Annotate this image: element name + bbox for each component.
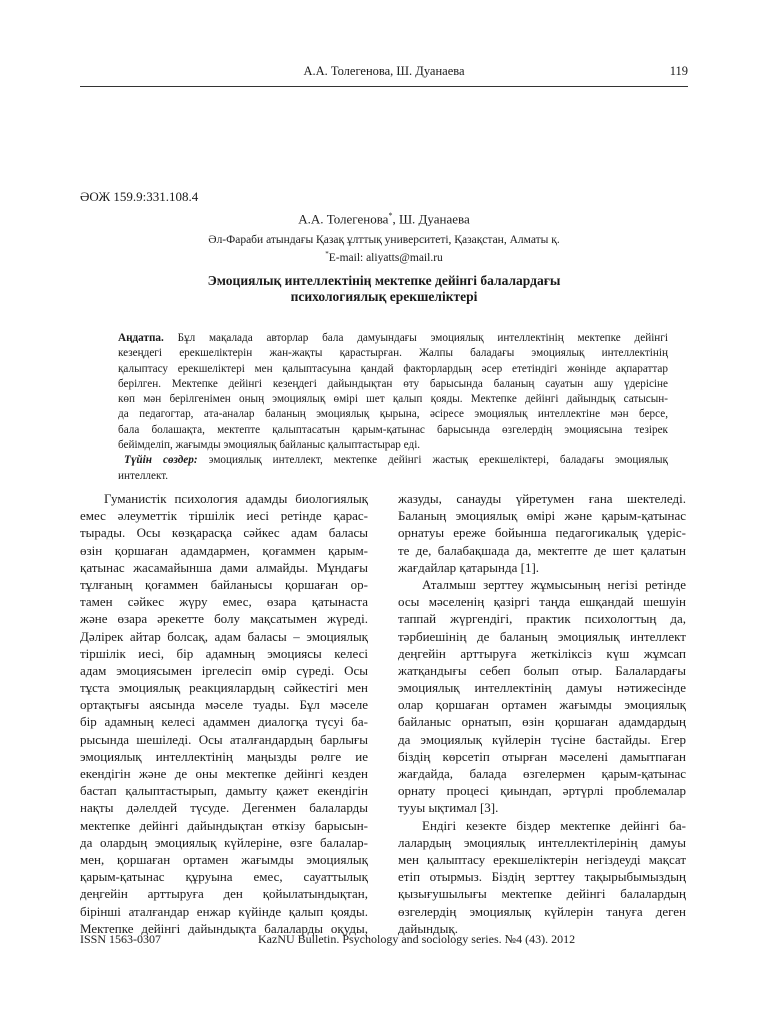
footer-journal: KazNU Bulletin. Psychology and sociology series. №4 (43). 2012 bbox=[258, 932, 576, 946]
body-column-left bbox=[80, 490, 368, 937]
email bbox=[80, 250, 688, 264]
author-name-1: А.А. Толегенова bbox=[298, 211, 389, 227]
body-line: орнатуы ереже бойынша педагогикалық үдеріс- bbox=[398, 525, 686, 541]
footer-issn: ISSN 1563-0307 bbox=[80, 932, 162, 946]
body-line: өзін қоршаған адамдармен, қоғаммен қарым- bbox=[80, 542, 368, 558]
body-line: Аталмыш зерттеу жұмысының негізі ретінде bbox=[422, 576, 686, 592]
body-line: деңгейін арттыруға жеткіліксіз күш жұмсап bbox=[398, 645, 686, 661]
abstract-line-text: бейімделіп, жағымды эмоциялық байланыс қалыптастырар еді. bbox=[118, 439, 421, 452]
abstract-line-text: берілген. Мектепке дейінгі кезеңдегі дайындықтан өту барысында баланың сауатын ашу үдерісіне bbox=[118, 377, 668, 390]
abstract-line bbox=[118, 423, 668, 438]
body-line: рысында шешіледі. Осы аталғандардың барлығы bbox=[80, 731, 368, 747]
authors bbox=[80, 211, 688, 227]
body-line: осы мәселенің қазіргі таңда ешқандай шешуін bbox=[398, 594, 686, 610]
paper-title-line-1: Эмоциялық интеллектінің мектепке дейінгі балалардағы bbox=[207, 273, 561, 288]
abstract-line bbox=[118, 438, 668, 453]
body-line: олар қоршаған ортамен жағымды эмоциялық bbox=[398, 697, 686, 713]
abstract-line bbox=[118, 407, 668, 422]
body-line: эмоциялық интеллектінің дамуы нәтижесінде bbox=[398, 680, 686, 696]
body-line: қарым-қатынас құруына емес, сауаттылық bbox=[80, 869, 368, 885]
abstract-line bbox=[118, 346, 668, 361]
body-line: дайындық. bbox=[398, 920, 458, 936]
body-line: жағдайлар қатарында [1]. bbox=[398, 559, 540, 575]
keywords-line bbox=[118, 469, 668, 484]
body-line: емес әлеуметтік тіршілік иесі ретінде қарас- bbox=[80, 508, 368, 524]
keywords-label: Түйін сөздер: bbox=[124, 454, 198, 467]
body-line: деңгейін арттыруға ден қойылатындықтан, bbox=[80, 886, 368, 902]
body-line: өзгелердің эмоциялық күйлерін тануға деген bbox=[398, 903, 686, 919]
body-line: лалардың эмоциялық интеллектілерінің дамуы bbox=[398, 834, 686, 850]
body-line: тәрбиешінің де баланың эмоциялық интеллект bbox=[398, 628, 686, 644]
body-line: жағдайда, балада өзгелермен қарым-қатынас bbox=[398, 766, 686, 781]
body-line: тұста эмоциялық реакциялардың сәйкестігі мен bbox=[80, 680, 368, 696]
author-name-2: , Ш. Дуанаева bbox=[392, 211, 470, 227]
affiliation: Әл-Фараби атындағы Қазақ ұлттық университеті, Қазақстан, Алматы қ. bbox=[208, 234, 560, 246]
abstract-line bbox=[118, 362, 668, 377]
body-line: Дәлірек айтар болсақ, адам баласы – эмоциялық bbox=[80, 628, 368, 644]
body-line: ортақтығы аясында мәселе туады. Бұл мәселе bbox=[80, 697, 368, 713]
body-line: Ендігі кезекте біздер мектепке дейінгі ба- bbox=[422, 817, 686, 833]
abstract-line-text: да педагогтар, ата-аналар баланың эмоциялық қырына, әсіресе эмоциялық интеллектіне мән берсе, bbox=[118, 408, 668, 421]
body-line: орнату процесі қиындап, әртүрлі проблемалар bbox=[398, 783, 686, 799]
footer bbox=[80, 932, 688, 950]
udc-code: ӘОЖ 159.9:331.108.4 bbox=[80, 189, 199, 204]
author-mark: * bbox=[388, 211, 393, 220]
body-line: қызығушылығы мектепке дейінгі балалардың bbox=[398, 886, 686, 902]
body-line: мен қалыптасу ерекшеліктерін негіздеуді мақсат bbox=[398, 851, 686, 867]
abstract-line bbox=[118, 377, 668, 392]
body-line: тіршілік иесі, бір адамның эмоциясы келесі bbox=[80, 645, 368, 661]
abstract-line-text: кезеңдегі ерекшеліктерін жан-жақты қарастырған. Жалпы баладағы эмоциялық интеллектінің bbox=[118, 347, 668, 360]
body-line: таппай жүргендігі, практик психологтың да, bbox=[398, 611, 686, 627]
paper-title-line-2: психологиялық ерекшеліктері bbox=[290, 289, 478, 304]
body-line: Баланың эмоциялық өмірі және қарым-қатынас bbox=[398, 508, 686, 524]
abstract-line bbox=[118, 392, 668, 407]
paper-title bbox=[80, 273, 688, 305]
abstract-label: Аңдатпа. bbox=[118, 332, 164, 344]
running-head bbox=[80, 64, 688, 82]
body-line: жазуды, санауды үйретумен ғана шектеледі. bbox=[398, 491, 686, 506]
body-line: тууы ықтимал [3]. bbox=[398, 800, 499, 816]
body-column-right bbox=[398, 490, 686, 937]
body-line: екендігін және де оны мектепке дейінгі кезден bbox=[80, 766, 368, 781]
header-rule bbox=[80, 86, 688, 87]
keywords-text: интеллект. bbox=[118, 469, 169, 482]
body-line: эмоциялық интеллектінің маңызды рөлге ие bbox=[80, 748, 368, 764]
body-line: және өзара әрекетте болу мақсатымен жүреді. bbox=[80, 611, 368, 627]
body-line: адам эмоциясымен іргелесіп өмір сүреді. Осы bbox=[80, 662, 368, 678]
body-line: да эмоциялық күйлерін түсіне бастайды. Егер bbox=[398, 731, 686, 747]
body-line: жатқандығы себеп болып отыр. Балалардағы bbox=[398, 662, 686, 678]
email-text: E-mail: aliyatts@mail.ru bbox=[328, 251, 443, 264]
running-head-authors: А.А. Толегенова, Ш. Дуанаева bbox=[303, 64, 465, 78]
page-number: 119 bbox=[669, 64, 688, 78]
body-line: қатынас жасамайынша дами алмайды. Мұндағы bbox=[80, 559, 368, 575]
body-line: біздің көрсетіп отырған мәселені дамытпаған bbox=[398, 748, 686, 764]
abstract bbox=[118, 331, 668, 484]
body-line: Гуманистік психология адамды биологиялық bbox=[104, 491, 368, 506]
body-line: тырады. Осы көзқарасқа сәйкес адам баласы bbox=[80, 525, 368, 541]
body-line: бірінші аталғандар енжар күйінде қалып қояды. bbox=[80, 903, 368, 919]
keywords-line bbox=[118, 453, 668, 468]
body-line: байланыс орнатып, өзін қоршаған адамдардың bbox=[398, 714, 686, 730]
body-line: те де, балабақшада да, мектепте де шет қалатын bbox=[398, 542, 686, 558]
body-line: да олардың эмоциялық күйлеріне, өзге балалар- bbox=[80, 834, 368, 850]
abstract-line-text: қалыптасу ерекшеліктері мен қалыптасуына қандай факторлардың әсер ететіндігі жөнінде ақпараттар bbox=[118, 362, 668, 375]
body-line: етіп отырмыз. Біздің зерттеу тақырыбымыздың bbox=[398, 869, 686, 885]
abstract-line-text: Бұл мақалада авторлар бала дамуындағы эмоциялық интеллектінің мектепке дейінгі bbox=[177, 332, 668, 344]
body-line: мен, қоршаған ортамен жағымды эмоциялық bbox=[80, 851, 368, 867]
body-line: бір адамның келесі адаммен диалогқа түсуі ба- bbox=[80, 714, 368, 730]
abstract-line-text: көп мән берілгенімен оның эмоциялық өмірі шет қалып қояды. Мектепке дейінгі дайындық сатысын- bbox=[118, 393, 668, 406]
body-line: тұлғаның қоғаммен байланысы қоршаған ор- bbox=[80, 576, 368, 592]
body-line: Мектепке дейінгі дайындықта балаларды оқуды, bbox=[80, 920, 368, 936]
abstract-line-text: бала болашақта, мектепте қалыптасатын қарым-қатынас барысында өзгелердің эмоциясына тезірек bbox=[118, 423, 668, 436]
keywords-text: эмоциялық интеллект, мектепке дейінгі жастық ерекшеліктері, баладағы эмоциялық bbox=[208, 454, 668, 467]
body-line: нақты дәлелдей түсуде. Дегенмен балаларды bbox=[80, 800, 368, 816]
body-line: мектепке дейінгі дайындықтан өткізу барысын- bbox=[80, 817, 368, 833]
abstract-line bbox=[118, 331, 668, 346]
body-line: тамен сәйкес жүру емес, өзара қатынаста bbox=[80, 594, 368, 610]
body-line: бастап қалыптастырып, дамыту қажет екендігін bbox=[80, 783, 368, 799]
email-mark: * bbox=[325, 250, 329, 258]
